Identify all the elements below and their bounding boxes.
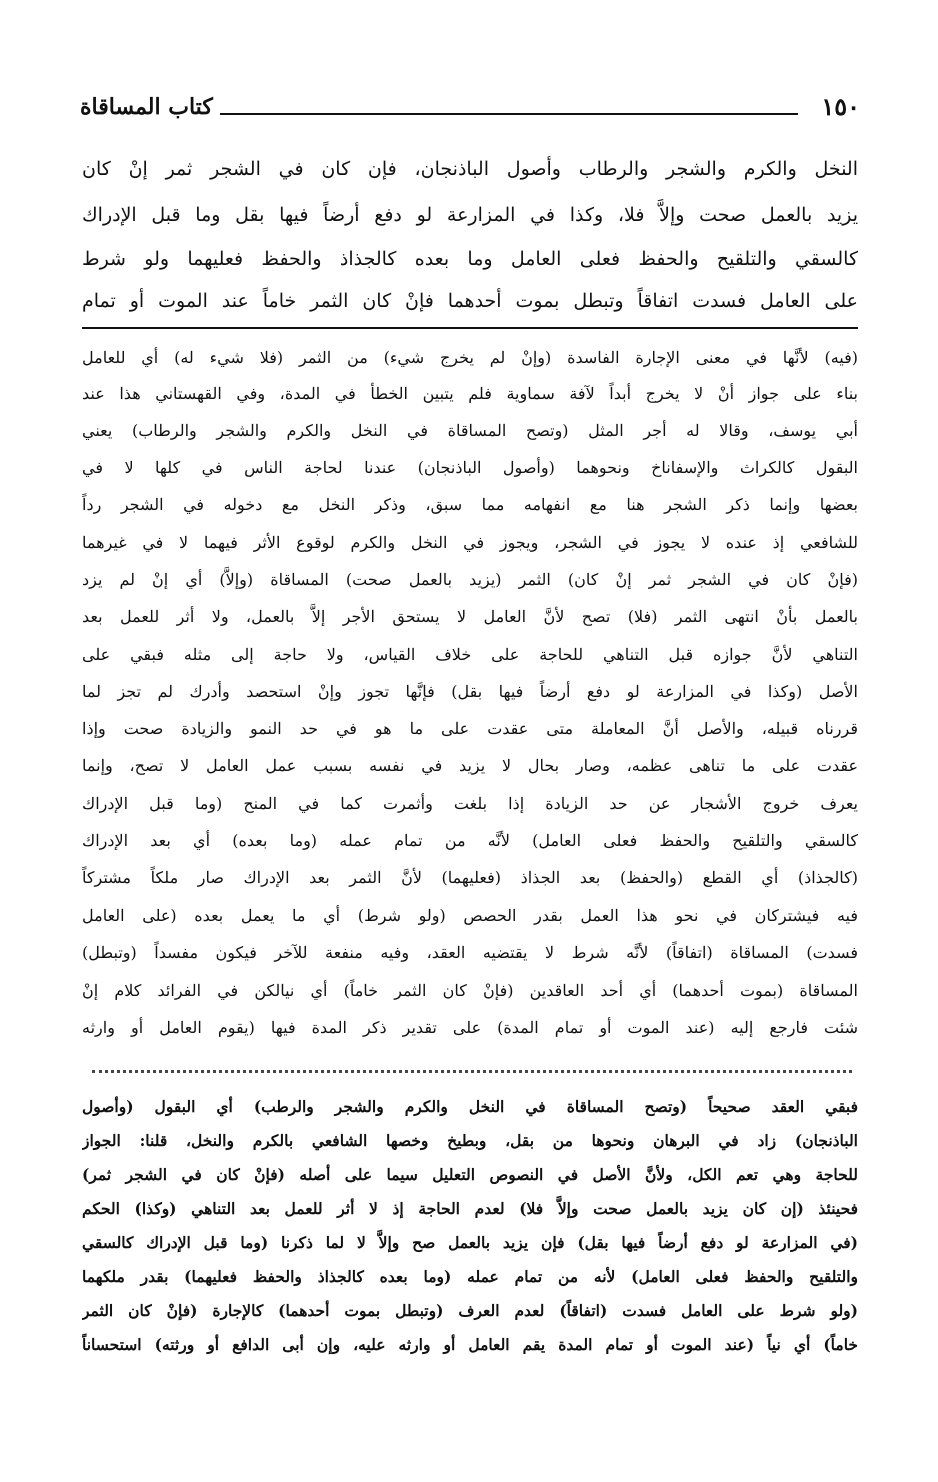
page-header — [80, 92, 860, 126]
footnote-line: والتلقيح والحفظ فعلى العامل) لأنه من تمام عمله (وما بعده كالجذاذ والحفظ فعليهما) بقدر ملكهما — [82, 1267, 858, 1286]
main-text-line: يزيد بالعمل صحت وإلاَّ فلا، وكذا في المزارعة لو دفع أرضاً فيها بقل وما قبل الإدراك — [82, 204, 858, 226]
commentary-line: (كالجذاذ) أي القطع (والحفظ) بعد الجذاذ (فعليهما) لأنَّ الثمر بعد الإدراك صار ملكاً مشتركاً — [82, 868, 858, 887]
commentary-line: فيه فيشتركان في نحو هذا العمل بقدر الحصص (ولو شرط) أي ما يعمل بعده (على العامل — [82, 906, 858, 925]
commentary-line: كالسقي والتلقيح والحفظ فعلى العامل) لأنَّه من تمام عمله (وما بعده) أي بعد الإدراك — [82, 831, 858, 850]
page-number: ١٥٠ — [821, 92, 860, 121]
footnote-divider — [92, 1070, 852, 1073]
commentary-line: (فإنْ كان في الشجر ثمر إنْ كان) الثمر (يزيد بالعمل صحت) المساقاة (وإلاَّ) أي إنْ لم يزد — [82, 570, 858, 589]
header-rule — [220, 113, 798, 115]
commentary-line: (فيه) لأنَّها في معنى الإجارة الفاسدة (وإنْ لم يخرج شيء) من الثمر (فلا شيء له) أي للعامل — [82, 348, 858, 367]
footnote-line: فبقي العقد صحيحاً (وتصح المساقاة في النخل والكرم والشجر والرطب) أي البقول (وأصول — [82, 1097, 858, 1116]
commentary-line: يعرف خروج الأشجار عن حد الزيادة إذا بلغت وأثمرت كما في المنح (وما قبل الإدراك — [82, 794, 858, 813]
footnote-line: خاماً) أي نياً (عند الموت أو تمام المدة يقم العامل أو وارثه عليه، وإن أبى الدافع أو ورثته) استحساناً — [82, 1335, 858, 1354]
footnote-line: فحينئذ (إن كان يزيد بالعمل صحت وإلاَّ فلا) لعدم الحاجة إذ لا أثر للعمل بعد التناهي (وكذا) الحكم — [82, 1199, 858, 1218]
commentary-line: بناء على جواز أنْ لا يخرج أبداً لآفة سماوية فلم يتبين الخطأ في المدة، وفي القهستاني هذا عند — [82, 384, 858, 403]
commentary-line: عقدت على ما تناهى عظمه، وصار بحال لا يزيد في نفسه بسبب عمل العامل لا تصح، وإنما — [82, 756, 858, 775]
commentary-line: بعضها وإنما ذكر الشجر هنا مع انفهامه مما سبق، وذكر النخل مع دخوله في الشجر رداً — [82, 495, 858, 514]
commentary-line: التناهي لأنَّ جوازه قبل التناهي للحاجة على خلاف القياس، ولا حاجة إلى مثله فبقي على — [82, 645, 858, 664]
main-text-line: على العامل فسدت اتفاقاً وتبطل بموت أحدهما فإنْ كان الثمر خاماً عند الموت أو تمام — [82, 290, 858, 312]
commentary-line: البقول كالكراث والإسفاناخ ونحوهما (وأصول الباذنجان) عندنا لحاجة الناس في كلها لا في — [82, 458, 858, 477]
main-text-divider — [82, 327, 858, 329]
commentary-line: قررناه قبيله، والأصل أنَّ المعاملة متى عقدت على ما هو في حد النمو والزيادة صحت وإذا — [82, 719, 858, 738]
commentary-line: شئت فارجع إليه (عند الموت أو تمام المدة) على تقدير ذكر المدة فيها (يقوم العامل أو وارثه — [82, 1018, 858, 1037]
commentary-line: للشافعي إذ عنده لا يجوز في الشجر، ويجوز في النخل والكرم لوقوع الأثر فيهما لا في غيرهما — [82, 533, 858, 552]
commentary-line: المساقاة (بموت أحدهما) أي أحد العاقدين (فإنْ كان الثمر خاماً) أي نيالكن في الفرائد كلام إنْ — [82, 981, 858, 1000]
commentary-line: بالعمل بأنْ انتهى الثمر (فلا) تصح لأنَّ العامل لا يستحق الأجر إلاَّ بالعمل، ولا أثر للعمل بعد — [82, 607, 858, 626]
footnote-line: للحاجة وهي تعم الكل، ولأنَّ الأصل في النصوص التعليل سيما على أصله (فإنْ كان في الشجر ثمر) — [82, 1165, 858, 1184]
main-text-line: كالسقي والتلقيح والحفظ فعلى العامل وما بعده كالجذاذ والحفظ فعليهما ولو شرط — [82, 248, 858, 270]
main-text-line: النخل والكرم والشجر والرطاب وأصول الباذنجان، فإن كان في الشجر ثمر إنْ كان — [82, 158, 858, 180]
footnote-line: الباذنجان) زاد في البرهان ونحوها من بقل، وبطيخ وخصها الشافعي بالكرم والنخل، قلنا: الجواز — [82, 1131, 858, 1150]
footnote-line: (ولو شرط على العامل فسدت (اتفاقاً) لعدم العرف (وتبطل بموت أحدهما) كالإجارة (فإنْ كان الثمر — [82, 1301, 858, 1320]
commentary-line: فسدت) المساقاة (اتفاقاً) لأنَّه شرط لا يقتضيه العقد، وفيه منفعة للآخر فيكون مفسداً (وتبطل) — [82, 943, 858, 962]
commentary-line: الأصل (وكذا في المزارعة لو دفع أرضاً فيها بقل) فإنَّها تجوز وإنْ استحصد وأدرك لم تجز لما — [82, 682, 858, 701]
book-title: كتاب المساقاة — [80, 94, 213, 120]
commentary-line: أبي يوسف، وقالا له أجر المثل (وتصح المساقاة في النخل والكرم والشجر والرطاب) يعني — [82, 421, 858, 440]
footnote-line: (في المزارعة لو دفع أرضاً فيها بقل) فإن يزيد بالعمل صح وإلاَّ لا لما ذكرنا (وما قبل الإدراك كالسقي — [82, 1233, 858, 1252]
